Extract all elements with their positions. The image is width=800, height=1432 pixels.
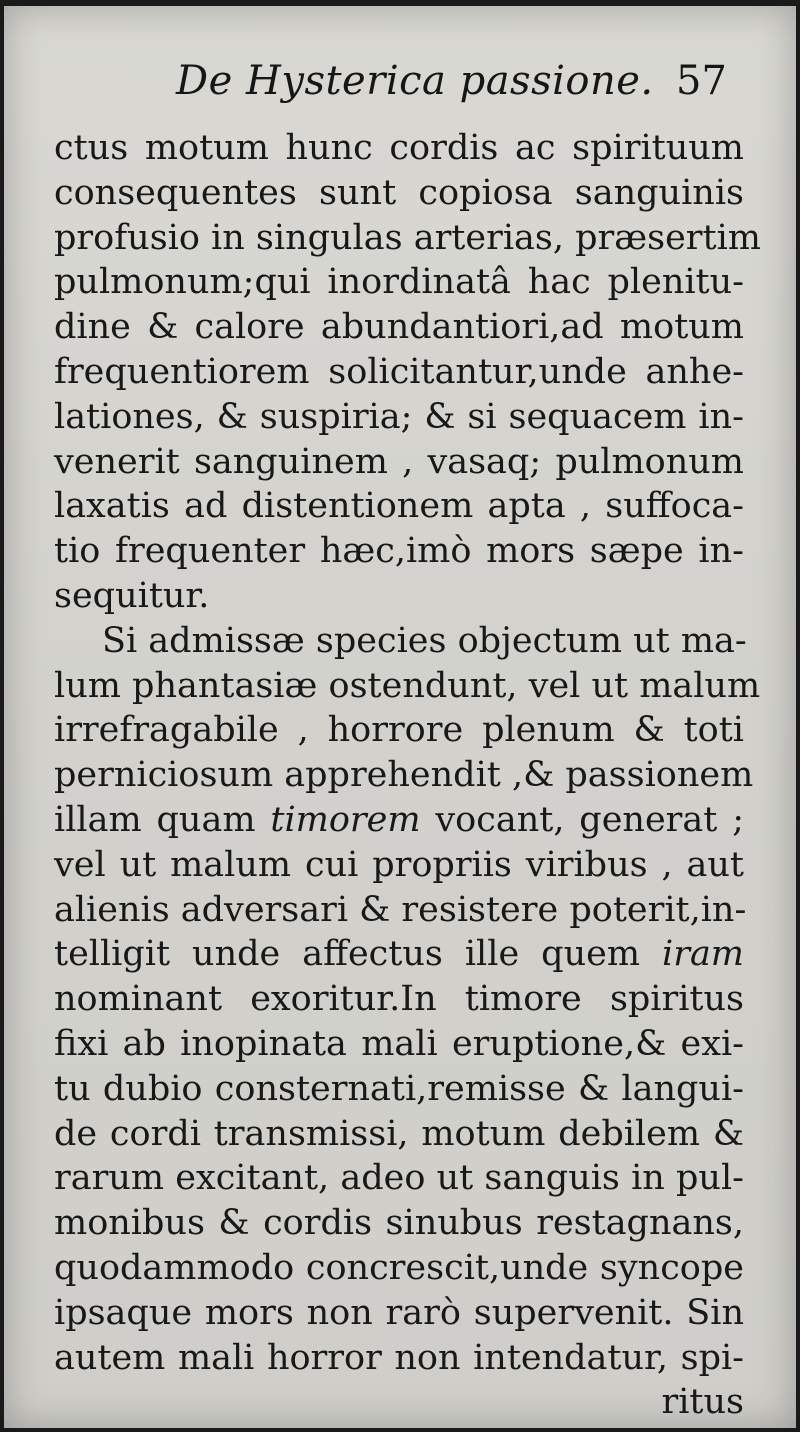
text-line: autem mali horror non intendatur, spi- (54, 1337, 744, 1378)
text-line: consequentes sunt copiosa sanguinis (54, 172, 744, 213)
page-number: 57 (676, 58, 727, 104)
text-line: vel ut malum cui propriis viribus , aut (54, 844, 744, 885)
text-line: alienis adversari & resistere poterit,in- (54, 889, 747, 930)
text-line-with-italic (54, 798, 744, 843)
catchword: ritus (661, 1382, 744, 1423)
text-run: vocant, generat ; (420, 799, 745, 840)
text-line: laxatis ad distentionem apta , suffoca- (54, 486, 744, 527)
text-line: tio frequenter hæc,imò mors sæpe in- (54, 531, 744, 572)
italic-word: timorem (270, 799, 421, 840)
text-run: telligit unde affectus ille quem (54, 934, 663, 975)
book-page (4, 6, 796, 1428)
text-line: lationes, & suspiria; & si sequacem in- (54, 396, 744, 437)
text-line: pulmonum;qui inordinatâ hac plenitu- (54, 262, 744, 303)
text-line: lum phantasiæ ostendunt, vel ut malum (54, 665, 761, 706)
text-line: Si admissæ species objectum ut ma- (102, 620, 747, 661)
text-line: monibus & cordis sinubus restagnans, (54, 1203, 744, 1244)
text-line: irrefragabile , horrore plenum & toti (54, 710, 744, 751)
running-title: De Hysterica passione. (176, 58, 654, 104)
text-line-with-italic (54, 932, 744, 977)
text-line: rarum excitant, adeo ut sanguis in pul- (54, 1158, 744, 1199)
text-line: dine & calore abundantiori,ad motum (54, 307, 744, 348)
text-line: ctus motum hunc cordis ac spirituum (54, 128, 744, 168)
italic-word: iram (662, 934, 744, 975)
text-line: sequitur. (54, 575, 210, 616)
text-line: perniciosum apprehendit ,& passionem (54, 755, 754, 796)
page-header (4, 58, 796, 118)
text-line: ipsaque mors non rarò supervenit. Sin (54, 1292, 744, 1333)
text-line: nominant exoritur.In timore spiritus (54, 979, 744, 1020)
text-line: venerit sanguinem , vasaq; pulmonum (54, 441, 744, 482)
text-line: quodammodo concrescit,unde syncope (54, 1247, 744, 1288)
text-line: de cordi transmissi, motum debilem & (54, 1113, 744, 1154)
text-line: tu dubio consternati,remisse & langui- (54, 1068, 744, 1109)
text-line: profusio in singulas arterias, præsertim (54, 217, 761, 258)
text-line: fixi ab inopinata mali eruptione,& exi- (54, 1023, 744, 1064)
text-line: frequentiorem solicitantur,unde anhe- (54, 351, 744, 392)
text-run: illam quam (54, 799, 271, 840)
body-text (54, 126, 761, 1425)
